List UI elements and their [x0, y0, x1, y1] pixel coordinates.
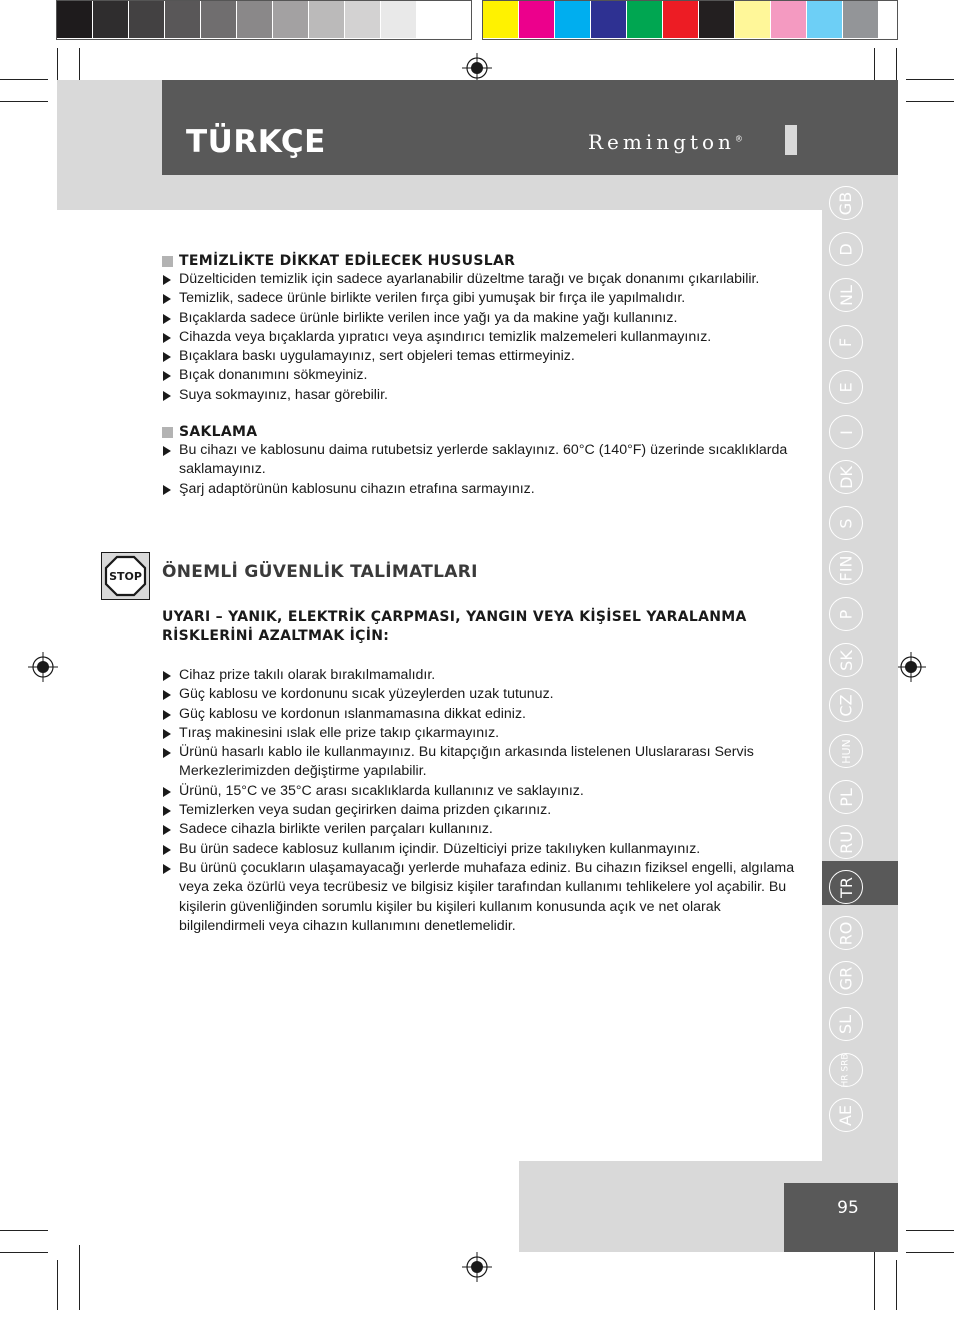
cleaning-heading: TEMİZLİKTE DİKKAT EDİLECEK HUSUSLAR [179, 253, 516, 269]
language-tab-label: P [836, 609, 856, 619]
brand-trademark: ® [734, 134, 743, 144]
safety-item: Cihaz prize takılı olarak bırakılmamalıdır. [162, 666, 807, 685]
crop-mark [57, 48, 58, 80]
main-content [162, 252, 802, 499]
language-tab-cz[interactable] [829, 688, 863, 722]
language-tab-hr-srb[interactable] [829, 1053, 863, 1087]
brand-accent-block [785, 125, 797, 155]
language-tab-sk[interactable] [829, 643, 863, 677]
registration-mark-icon [462, 53, 492, 83]
safety-item: Ürünü, 15°C ve 35°C arası sıcaklıklarda kullanınız ve saklayınız. [162, 782, 807, 801]
crop-mark [896, 1260, 897, 1310]
storage-list [162, 441, 802, 499]
language-tab-d[interactable] [829, 232, 863, 266]
square-bullet-icon [162, 427, 173, 438]
square-bullet-icon [162, 256, 173, 267]
crop-mark [906, 101, 954, 102]
language-tab-label: E [836, 381, 856, 393]
section-heading-cleaning [162, 252, 802, 270]
language-tab-sl[interactable] [829, 1007, 863, 1041]
registration-mark-icon [28, 652, 58, 682]
language-tab-p[interactable] [829, 597, 863, 631]
cleaning-item: Bıçaklarda sadece ürünle birlikte verilen ince yağı ya da makine yağı kullanınız. [162, 309, 802, 328]
storage-item: Şarj adaptörünün kablosunu cihazın etrafına sarmayınız. [162, 480, 802, 499]
cleaning-item: Temizlik, sadece ürünle birlikte verilen fırça gibi yumuşak bir fırça ile yapılmalıdır. [162, 289, 802, 308]
registration-mark-icon [462, 1252, 492, 1282]
calibration-frame [482, 0, 898, 40]
cleaning-item: Bıçak donanımını sökmeyiniz. [162, 366, 802, 385]
brand-logo [588, 130, 743, 154]
language-tab-dk[interactable] [829, 460, 863, 494]
language-tab-gb[interactable] [829, 186, 863, 220]
safety-item: Temizlerken veya sudan geçirirken daima prizden çıkarınız. [162, 801, 807, 820]
language-tab-label: F [836, 337, 856, 347]
language-tab-label: I [836, 429, 856, 435]
language-tab-ro[interactable] [829, 916, 863, 950]
safety-item: Güç kablosu ve kordonun ıslanmamasına dikkat ediniz. [162, 705, 807, 724]
language-tab-label: NL [836, 284, 856, 306]
language-tab-e[interactable] [829, 370, 863, 404]
cleaning-item: Cihazda veya bıçaklarda yıpratıcı veya aşındırıcı temizlik malzemeleri kullanmayınız. [162, 328, 802, 347]
crop-mark [896, 48, 897, 80]
language-tab-label: GR [836, 966, 856, 990]
language-tab-label: RU [836, 830, 856, 854]
safety-item: Güç kablosu ve kordonunu sıcak yüzeylerden uzak tutunuz. [162, 685, 807, 704]
language-tab-f[interactable] [829, 325, 863, 359]
crop-mark [906, 79, 954, 80]
safety-warning: UYARI – YANIK, ELEKTRİK ÇARPMASI, YANGIN VEYA KİŞİSEL YARALANMA RİSKLERİNİ AZALTMAK İÇİN: [162, 609, 747, 644]
language-tab-tr[interactable] [829, 870, 863, 904]
language-tab-label: CZ [836, 693, 856, 717]
crop-mark [79, 1245, 80, 1310]
crop-mark [906, 1230, 954, 1231]
language-tab-hun[interactable] [829, 734, 863, 768]
safety-heading: ÖNEMLİ GÜVENLİK TALİMATLARI [162, 562, 478, 582]
crop-mark [874, 1245, 875, 1310]
language-tab-label: TR [836, 876, 856, 898]
section-heading-storage [162, 423, 802, 441]
language-tab-pl[interactable] [829, 780, 863, 814]
language-tab-label: PL [836, 787, 856, 807]
crop-mark [0, 1230, 48, 1231]
language-tab-label: D [836, 242, 856, 256]
cleaning-item: Düzelticiden temizlik için sadece ayarlanabilir düzeltme tarağı ve bıçak donanımı çıkarılabilir. [162, 270, 802, 289]
language-tab-label: GB [836, 191, 856, 215]
crop-mark [0, 79, 48, 80]
language-tab-label: FIN [836, 555, 856, 581]
page-title: TÜRKÇE [186, 124, 326, 160]
language-tab-label: HR SRB [840, 1052, 851, 1088]
language-tab-label: DK [836, 465, 856, 489]
language-tab-fin[interactable] [829, 551, 863, 585]
language-tab-label: RO [836, 921, 856, 945]
cleaning-list [162, 270, 802, 405]
storage-heading: SAKLAMA [179, 424, 258, 441]
language-tab-nl[interactable] [829, 278, 863, 312]
stop-label: STOP [109, 570, 142, 583]
language-tab-label: SK [836, 649, 856, 671]
cleaning-item: Bıçaklara baskı uygulamayınız, sert objeleri temas ettirmeyiniz. [162, 347, 802, 366]
safety-item: Bu ürün sadece kablosuz kullanım içindir. Düzelticiyi prize takılıyken kullanmayınız. [162, 840, 807, 859]
language-tab-label: SL [836, 1014, 856, 1034]
registration-mark-icon [896, 652, 926, 682]
language-tab-ru[interactable] [829, 825, 863, 859]
cleaning-item: Suya sokmayınız, hasar görebilir. [162, 386, 802, 405]
safety-item: Tıraş makinesini ıslak elle prize takıp çıkarmayınız. [162, 724, 807, 743]
crop-mark [0, 1252, 48, 1253]
language-tab-label: HUN [839, 738, 853, 764]
storage-item: Bu cihazı ve kablosunu daima rutubetsiz yerlerde saklayınız. 60°C (140°F) üzerinde sıcaklıklarda saklamayınız. [162, 441, 802, 480]
crop-mark [0, 101, 48, 102]
stop-sign-icon [101, 552, 150, 600]
language-tab-i[interactable] [829, 415, 863, 449]
safety-list [162, 666, 807, 936]
language-tab-gr[interactable] [829, 961, 863, 995]
language-tab-s[interactable] [829, 506, 863, 540]
language-tab-ae[interactable] [829, 1098, 863, 1132]
safety-item: Bu ürünü çocukların ulaşamayacağı yerlerde muhafaza ediniz. Bu cihazın fiziksel engelli, algılama veya zeka özürlü veya tecrübesiz ve bilgisiz kişiler tarafından kullanımı tehlikelere yol açabilir. Bu kişilerin güvenliğinden sorumlu kişiler bu kişileri kullanım konusunda açık ve net olarak bilgilendirmeli veya cihazın kullanımını denetlemelidir. [162, 859, 807, 936]
page-number: 95 [837, 1198, 859, 1218]
crop-mark [906, 1252, 954, 1253]
crop-mark [57, 1260, 58, 1310]
safety-item: Sadece cihazla birlikte verilen parçaları kullanınız. [162, 820, 807, 839]
brand-name: Remington [588, 130, 735, 154]
language-tab-label: S [836, 517, 856, 529]
language-tab-label: AE [836, 1104, 856, 1126]
calibration-frame [56, 0, 472, 40]
safety-item: Ürünü hasarlı kablo ile kullanmayınız. Bu kitapçığın arkasında listelenen Uluslararası Servis Merkezlerimizden değiştirme yapılabilir. [162, 743, 807, 782]
